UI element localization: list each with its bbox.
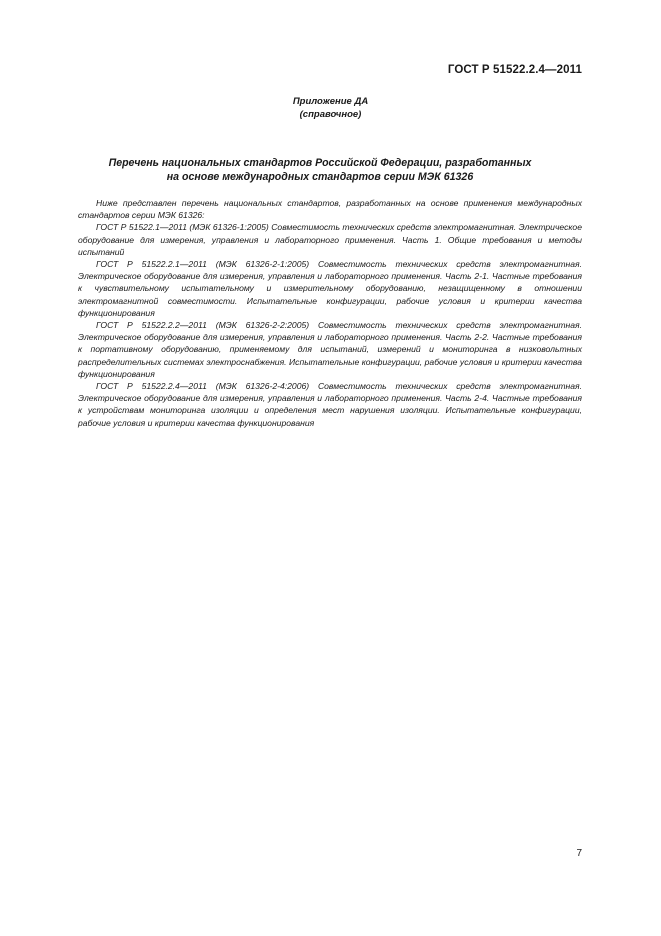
- document-title-line-1: Перечень национальных стандартов Российской Федерации, разработанных: [108, 157, 532, 169]
- standard-entry-51522-2-2: ГОСТ Р 51522.2.2—2011 (МЭК 61326-2-2:2005) Совместимость технических средств электромагнитная. Электрическое оборудование для измерения, управления и лабораторного применения. Часть 2-2. Частные требования к портативному оборудованию, применяемому для испытаний, измерений и мониторинга в низковольтных распределительных системах электроснабжения. Испытательные конфигурации, рабочие условия и критерии качества функционирования: [78, 320, 582, 379]
- intro-paragraph: Ниже представлен перечень национальных стандартов, разработанных на основе применения международных стандартов серии МЭК 61326:: [78, 198, 582, 221]
- document-title: [0, 156, 640, 184]
- standard-entry-51522-2-4: ГОСТ Р 51522.2.4—2011 (МЭК 61326-2-4:2006) Совместимость технических средств электромагнитная. Электрическое оборудование для измерения, управления и лабораторного применения. Часть 2-4. Частные требования к устройствам мониторинга изоляции и определения мест нарушения изоляции. Испытательные конфигурации, рабочие условия и критерии качества функционирования: [78, 381, 582, 428]
- page-number: 7: [576, 848, 582, 859]
- standards-list: [78, 197, 582, 429]
- appendix-heading: [0, 95, 661, 121]
- standard-entry-51522-2-1: ГОСТ Р 51522.2.1—2011 (МЭК 61326-2-1:2005) Совместимость технических средств электромагнитная. Электрическое оборудование для измерения, управления и лабораторного применения. Часть 2-1. Частные требования к чувствительному испытательному и измерительному оборудованию, незащищенному в отношении электромагнитной совместимости. Испытательные конфигурации, рабочие условия и критерии качества функционирования: [78, 259, 582, 318]
- appendix-note: (справочное): [299, 109, 362, 120]
- appendix-title: Приложение ДА: [292, 96, 369, 107]
- document-title-line-2: на основе международных стандартов серии МЭК 61326: [166, 171, 474, 183]
- standard-code-header: ГОСТ Р 51522.2.4—2011: [447, 64, 582, 76]
- standard-entry-51522-1: ГОСТ Р 51522.1—2011 (МЭК 61326-1:2005) Совместимость технических средств электромагнитная. Электрическое оборудование для измерения, управления и лабораторного применения. Часть 1. Общие требования и методы испытаний: [78, 222, 582, 257]
